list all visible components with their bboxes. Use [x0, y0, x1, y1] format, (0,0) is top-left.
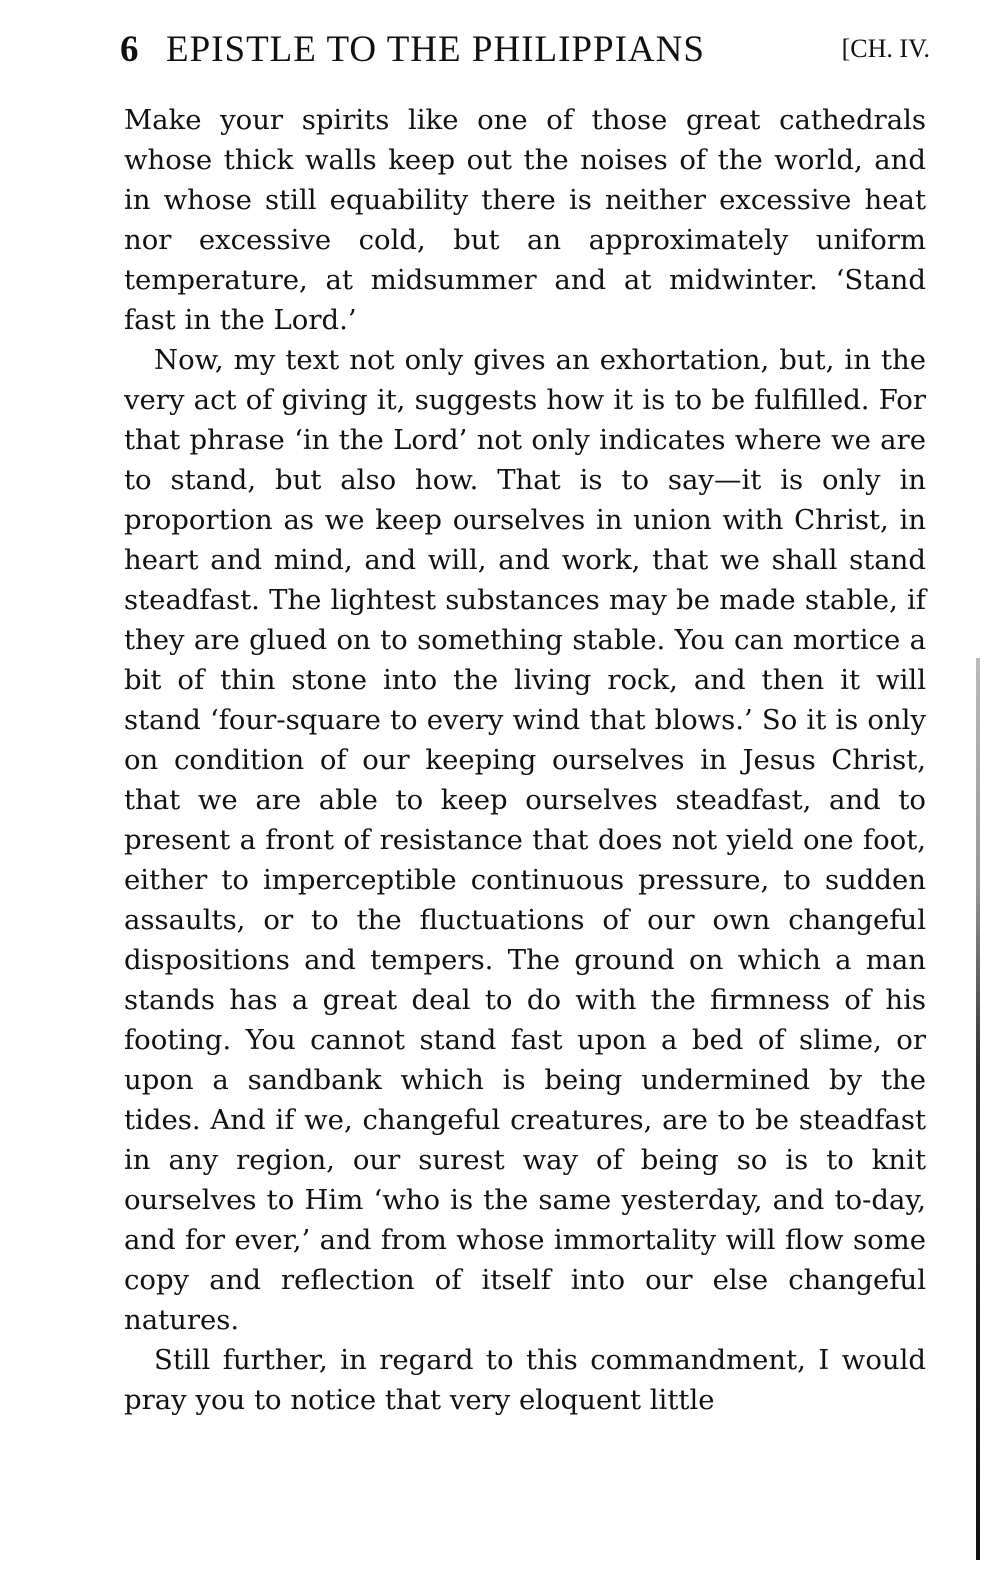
page-number: 6: [120, 29, 140, 70]
body-text: [124, 100, 926, 1420]
paragraph-1: Make your spirits like one of those great cathedrals whose thick walls keep out the noises of the world, and in whose still equability there is neither excessive heat nor excessive cold, but an approximately uniform temperature, at midsummer and at midwinter. ‘Stand fast in the Lord.’: [124, 104, 926, 336]
page-edge-rule: [976, 658, 980, 1560]
paragraph-2: Now, my text not only gives an exhortation, but, in the very act of giving it, suggests how it is to be fulfilled. For that phrase ‘in the Lord’ not only indicates where we are to stand, but also how. That is to say—it is only in proportion as we keep ourselves in union with Christ, in heart and mind, and will, and work, that we shall stand steadfast. The lightest substances may be made stable, if they are glued on to something stable. You can mortice a bit of thin stone into the living rock, and then it will stand ‘four-square to every wind that blows.’ So it is only on condition of our keeping ourselves in Jesus Christ, that we are able to keep ourselves steadfast, and to present a front of resistance that does not yield one foot, either to imperceptible continuous pressure, to sudden assaults, or to the fluctuations of our own changeful dispositions and tempers. The ground on which a man stands has a great deal to do with the firmness of his footing. You cannot stand fast upon a bed of slime, or upon a sandbank which is being undermined by the tides. And if we, changeful creatures, are to be steadfast in any region, our surest way of being so is to knit ourselves to Him ‘who is the same yesterday, and to-day, and for ever,’ and from whose immortality will flow some copy and reflection of itself into our else changeful natures.: [124, 344, 926, 1336]
chapter-reference: [CH. IV.: [841, 34, 930, 63]
running-title: EPISTLE TO THE PHILIPPIANS: [166, 29, 705, 70]
paragraph-3: Still further, in regard to this commandment, I would pray you to notice that very eloquent little: [124, 1344, 926, 1416]
running-header: [120, 28, 930, 78]
